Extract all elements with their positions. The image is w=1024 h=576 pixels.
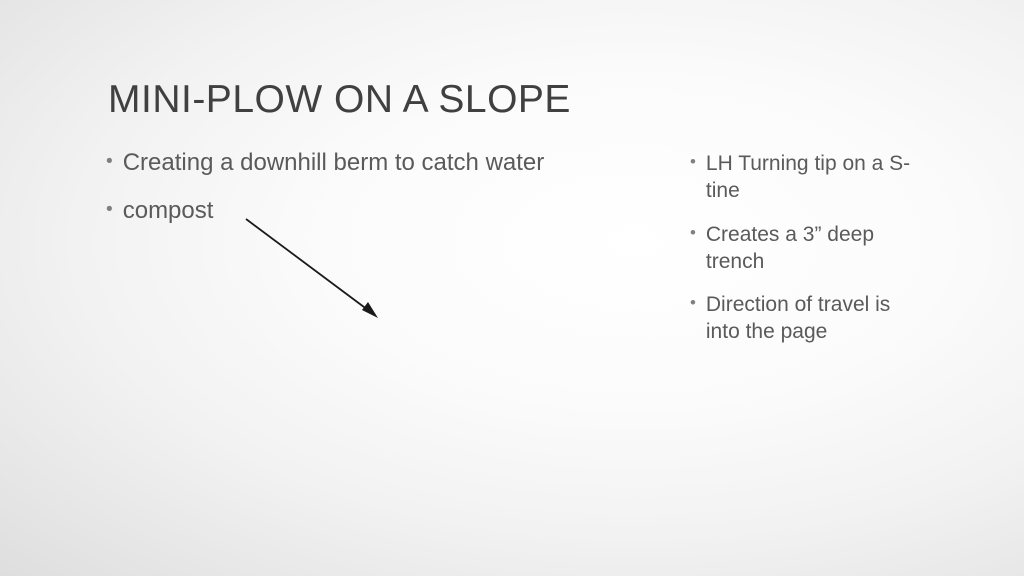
list-item-label: compost xyxy=(122,197,214,224)
list-item xyxy=(690,150,920,205)
left-bullet-list xyxy=(106,148,666,244)
bullet-dot-icon: • xyxy=(690,152,696,171)
list-item xyxy=(106,196,666,226)
list-item-label: Creates a 3” deep trench xyxy=(705,222,874,273)
list-item-label: LH Turning tip on a S-tine xyxy=(705,152,911,203)
list-item xyxy=(106,148,666,178)
list-item-label: Direction of travel is into the page xyxy=(705,293,891,344)
bullet-dot-icon: • xyxy=(690,222,696,242)
right-bullet-list xyxy=(690,150,920,362)
list-item xyxy=(690,291,920,346)
list-item-label: Creating a downhill berm to catch water xyxy=(122,149,545,176)
page-title: MINI-PLOW ON A SLOPE xyxy=(108,78,571,121)
list-item xyxy=(690,221,920,276)
bullet-dot-icon: • xyxy=(106,199,113,220)
bullet-dot-icon: • xyxy=(106,151,113,172)
bullet-dot-icon: • xyxy=(690,293,696,313)
